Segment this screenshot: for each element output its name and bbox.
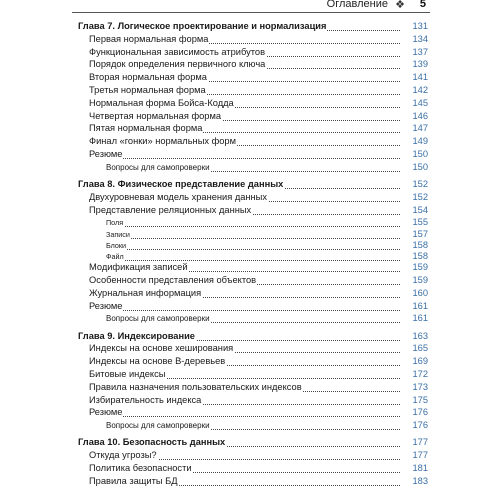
- toc-page-number: 137: [402, 46, 428, 59]
- page-number: 5: [419, 0, 426, 10]
- toc-entry-title: Нормальная форма Бойса-Кодда: [89, 97, 234, 108]
- toc-entry-title: Журнальная информация: [89, 287, 202, 298]
- toc-entry-title: Резюме: [89, 407, 123, 418]
- toc-entry[interactable]: [0, 84, 500, 97]
- toc-entry[interactable]: [0, 71, 500, 84]
- dot-leader: [108, 249, 400, 250]
- toc-entry[interactable]: [0, 33, 500, 46]
- toc-page-number: 157: [402, 228, 428, 241]
- toc-page-number: 183: [402, 475, 428, 488]
- toc-entry-title: Двухуровневая модель хранения данных: [89, 191, 268, 202]
- toc-entry-title: Третья нормальная форма: [89, 85, 206, 95]
- toc-entry[interactable]: [0, 300, 500, 313]
- toc-entry-title: Вопросы для самопроверки: [106, 314, 210, 324]
- toc-entry[interactable]: [0, 250, 500, 262]
- dot-leader: [90, 158, 400, 159]
- toc-entry-title: Блоки: [106, 240, 127, 250]
- toc-entry-title: Глава 7. Логическое проектирование и нормализация: [78, 21, 327, 31]
- toc-entry[interactable]: [0, 228, 500, 240]
- toc-entry[interactable]: [0, 58, 500, 71]
- toc-entry-title: Представление реляционных данных: [89, 204, 252, 215]
- toc-entry[interactable]: [0, 368, 500, 381]
- toc-entry[interactable]: [0, 204, 500, 217]
- toc-entry-title: Индексы на основе B-деревьев: [89, 356, 226, 367]
- toc-entry[interactable]: [0, 475, 500, 488]
- toc-entry[interactable]: [0, 239, 500, 251]
- toc-entry[interactable]: [0, 191, 500, 204]
- running-head-title: Оглавление: [326, 0, 388, 10]
- toc-entry-title: Правила назначения пользовательских индексов: [89, 381, 302, 392]
- toc-entry-title: Глава 9. Индексирование: [78, 330, 195, 341]
- toc-page-number: 177: [402, 436, 428, 449]
- toc-page-number: 150: [402, 161, 428, 174]
- toc-entry-title: Правила защиты БД: [89, 475, 178, 486]
- toc-page-number: 181: [402, 462, 428, 475]
- toc-entry-title: Файл: [106, 252, 124, 261]
- toc-page-number: 158: [402, 250, 428, 263]
- toc-entry[interactable]: [0, 274, 500, 287]
- dot-leader: [90, 310, 400, 311]
- toc-page-number: 147: [402, 122, 428, 135]
- toc-page-number: 163: [402, 330, 428, 343]
- toc-page-number: 159: [402, 274, 428, 287]
- toc-entry[interactable]: [0, 312, 500, 324]
- toc-page-number: 141: [402, 71, 428, 84]
- toc-page-number: 149: [402, 135, 428, 148]
- toc-page-number: 139: [402, 58, 428, 71]
- toc-chapter[interactable]: [0, 436, 500, 449]
- toc-entry[interactable]: [0, 355, 500, 368]
- toc-page-number: 177: [402, 449, 428, 462]
- toc-entry-title: Глава 8. Физическое представление данных: [78, 179, 284, 189]
- ornament-icon: ❖: [395, 0, 405, 11]
- toc-page-number: 142: [402, 84, 428, 97]
- toc-entry-title: Записи: [106, 229, 130, 239]
- toc-entry-title: Вопросы для самопроверки: [106, 162, 210, 172]
- toc-page-number: 154: [402, 204, 428, 217]
- toc-page-number: 176: [402, 419, 428, 432]
- toc-entry[interactable]: [0, 381, 500, 394]
- dot-leader: [90, 416, 400, 417]
- toc-entry-title: Порядок определения первичного ключа: [89, 59, 266, 70]
- toc-page-number: 161: [402, 312, 428, 325]
- toc-page-number: 152: [402, 191, 428, 204]
- dot-leader: [108, 238, 400, 239]
- toc-entry-title: Резюме: [89, 149, 123, 159]
- toc-page-number: 158: [402, 239, 428, 252]
- toc-entry-title: Индексы на основе хеширования: [89, 343, 234, 354]
- toc-entry[interactable]: [0, 394, 500, 407]
- toc-entry-title: Избирательность индекса: [89, 394, 202, 405]
- toc-entry[interactable]: [0, 46, 500, 59]
- toc-page-number: 165: [402, 342, 428, 355]
- toc-entry-title: Функциональная зависимость атрибутов: [89, 46, 266, 57]
- toc-page-number: 161: [402, 300, 428, 313]
- toc-entry-title: Финал «гонки» нормальных форм: [89, 136, 236, 147]
- toc-chapter[interactable]: [0, 330, 500, 343]
- toc-entry-title: Глава 10. Безопасность данных: [78, 437, 226, 448]
- toc-page-number: 155: [402, 216, 428, 229]
- toc-chapter[interactable]: [0, 20, 500, 33]
- toc-entry[interactable]: [0, 97, 500, 110]
- toc-entry-title: Вопросы для самопроверки: [106, 421, 210, 431]
- toc-page-number: 160: [402, 287, 428, 300]
- toc-entry[interactable]: [0, 148, 500, 161]
- toc-entry[interactable]: [0, 449, 500, 462]
- toc-page-number: 159: [402, 261, 428, 274]
- toc-entry[interactable]: [0, 406, 500, 419]
- toc-page-number: 172: [402, 368, 428, 381]
- toc-page-number: 173: [402, 381, 428, 394]
- toc-entry-title: Модификация записей: [89, 262, 188, 273]
- toc-entry[interactable]: [0, 216, 500, 228]
- toc-entry-title: Пятая нормальная форма: [89, 123, 203, 134]
- toc-entry-title: Первая нормальная форма: [89, 33, 209, 44]
- toc-page-number: 176: [402, 406, 428, 419]
- toc-page-number: 150: [402, 148, 428, 161]
- dot-leader: [108, 226, 400, 227]
- toc-entry-title: Политика безопасности: [89, 463, 192, 473]
- toc-entry-title: Откуда угрозы?: [89, 450, 157, 461]
- toc-page-number: 175: [402, 394, 428, 407]
- toc-chapter[interactable]: [0, 178, 500, 191]
- toc-entry-title: Четвертая нормальная форма: [89, 110, 222, 121]
- toc-entry-title: Вторая нормальная форма: [89, 72, 207, 83]
- running-head: [72, 0, 430, 13]
- toc-entry[interactable]: [0, 419, 500, 431]
- toc-entry-title: Особенности представления объектов: [89, 275, 257, 285]
- toc-page-number: 145: [402, 97, 428, 110]
- toc-entry[interactable]: [0, 287, 500, 300]
- toc-entry[interactable]: [0, 261, 500, 274]
- toc-entry[interactable]: [0, 462, 500, 475]
- toc-entry[interactable]: [0, 161, 500, 173]
- toc-entry[interactable]: [0, 342, 500, 355]
- toc-entry-title: Поля: [106, 218, 124, 228]
- toc-entry-title: Битовые индексы: [89, 369, 166, 379]
- toc-page-number: 152: [402, 178, 428, 191]
- toc-entry[interactable]: [0, 110, 500, 123]
- toc-entry-title: Резюме: [89, 300, 123, 311]
- toc-page-number: 134: [402, 33, 428, 46]
- toc-page-number: 146: [402, 110, 428, 123]
- toc-entry[interactable]: [0, 135, 500, 148]
- toc-entry[interactable]: [0, 122, 500, 135]
- toc-page-number: 169: [402, 355, 428, 368]
- toc-page-number: 131: [402, 20, 428, 33]
